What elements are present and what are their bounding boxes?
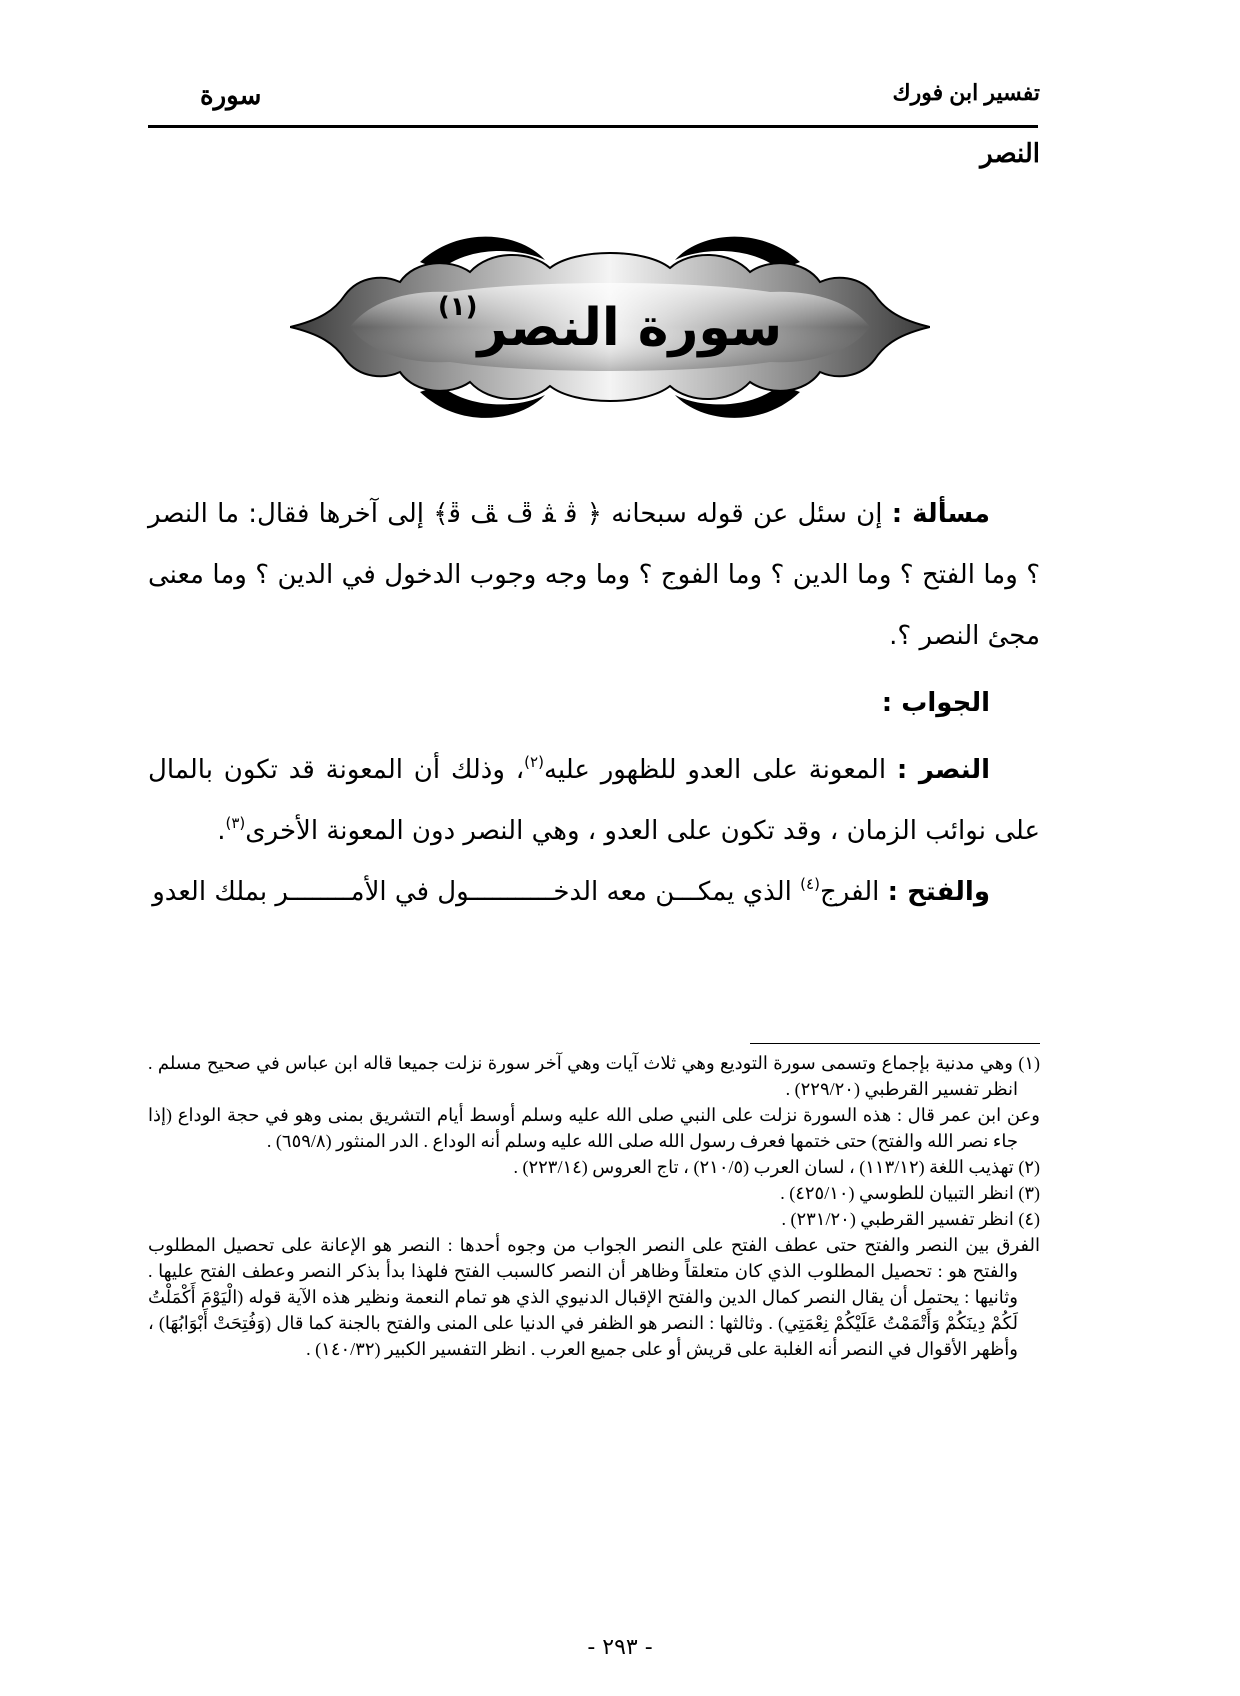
question-label: مسألة :	[891, 499, 991, 529]
running-header-book-title: تفسير ابن فورك	[892, 80, 1040, 105]
fath-label: والفتح :	[887, 877, 990, 907]
answer-label: الجواب :	[881, 688, 990, 718]
footnote-1-cont: وعن ابن عمر قال : هذه السورة نزلت على النبي صلى الله عليه وسلم أوسط أيام التشريق بمنى وهو في حجة الوداع (إذا جاء نصر الله والفتح) حتى ختمها فعرف رسول الله صلى الله عليه وسلم أنه الوداع . الدر المنثور (٦٥٩/٨) .	[148, 1105, 1040, 1151]
footnote-3: (٣) انظر التبيان للطوسي (٤٢٥/١٠) .	[780, 1183, 1040, 1203]
surah-title-text: سورة النصر	[477, 298, 783, 358]
footnote-ref: (٤)	[800, 875, 820, 893]
footnote-4: (٤) انظر تفسير القرطبي (٢٣١/٢٠) .	[781, 1209, 1040, 1229]
nasr-end: .	[217, 816, 226, 846]
footnote-ref: (٢)	[524, 753, 544, 771]
answer-heading	[148, 673, 1040, 734]
running-header-surah: سورة	[200, 80, 262, 110]
question-paragraph	[148, 484, 1040, 667]
fath-text-2: الذي يمكـــن معه الدخـــــــــــول في الأمــــــــر بملك العدو	[152, 877, 792, 907]
surah-title-banner	[290, 220, 930, 435]
footnote-2: (٢) تهذيب اللغة (١١٣/١٢) ، لسان العرب (٢١٠/٥) ، تاج العروس (٢٢٣/١٤) .	[513, 1157, 1040, 1177]
fath-text-1: الفرج	[819, 877, 880, 907]
footnote-ref: (١)	[437, 292, 478, 322]
fath-paragraph	[148, 862, 1040, 923]
main-text	[148, 484, 1040, 923]
header-divider	[148, 125, 1038, 128]
quran-verse-glyphs: ﴿ ﭬ ﭭ ﭮ ﭯ ﭰ﴾	[433, 499, 602, 529]
question-text-2: إلى آخرها فقال: ما النصر ؟ وما الفتح ؟ وما الدين ؟ وما الفوج ؟ وما وجه وجوب الدخول في الدين ؟ وما معنى مجئ النصر ؟.	[148, 499, 1040, 651]
nasr-paragraph	[148, 740, 1040, 862]
footnotes	[148, 1050, 1040, 1362]
footnote-1: (١) وهي مدنية بإجماع وتسمى سورة التوديع وهي ثلاث آيات وهي آخر سورة نزلت جميعا قاله ابن عباس في صحيح مسلم . انظر تفسير القرطبي (٢٢٩/٢٠) .	[148, 1053, 1040, 1099]
nasr-text-2: ، وذلك أن المعونة قد تكون بالمال على نوائب الزمان ، وقد تكون على العدو ، وهي النصر دون المعونة الأخرى	[148, 755, 1040, 846]
nasr-text-1: المعونة على العدو للظهور عليه	[543, 755, 887, 785]
footnote-4-cont: الفرق بين النصر والفتح حتى عطف الفتح على النصر الجواب من وجوه أحدها : النصر هو الإعانة على تحصيل المطلوب والفتح هو : تحصيل المطلوب الذي كان متعلقاً وظاهر أن النصر كالسبب الفتح فلهذا بدأ بذكر النصر وعطف الفتح عليها . وثانيها : يحتمل أن يقال النصر كمال الدين والفتح الإقبال الدنيوي الذي هو تمام النعمة ونظير هذه الآية قوله (الْيَوْمَ أَكْمَلْتُ لَكُمْ دِينَكُمْ وَأَتْمَمْتُ عَلَيْكُمْ نِعْمَتِي) . وثالثها : النصر هو الظفر في الدنيا على المنى والفتح بالجنة كما قال (وَفُتِحَتْ أَبْوَابُهَا) ، وأظهر الأقوال في النصر أنه الغلبة على قريش أو على جميع العرب . انظر التفسير الكبير (١٤٠/٣٢) .	[148, 1235, 1040, 1359]
surah-title	[290, 292, 930, 358]
page-number: - ٢٩٣ -	[587, 1635, 653, 1660]
running-header-surah-name: النصر	[980, 138, 1040, 168]
footnote-ref: (٣)	[225, 814, 246, 832]
footnote-divider	[750, 1043, 1040, 1044]
question-text-1: إن سئل عن قوله سبحانه	[611, 499, 883, 529]
nasr-label: النصر :	[896, 755, 991, 785]
